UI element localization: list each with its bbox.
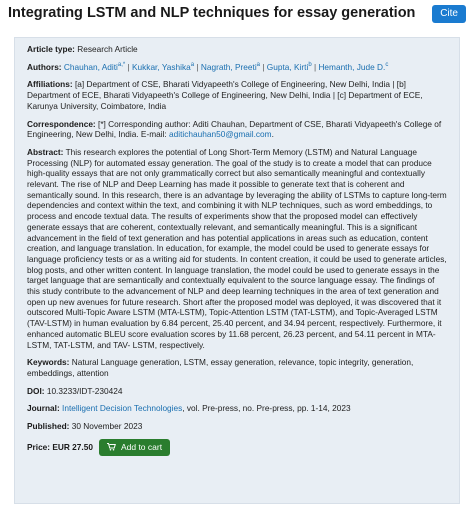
add-to-cart-button[interactable] — [99, 439, 170, 456]
keywords-row — [27, 357, 447, 378]
journal-label: Journal: — [27, 403, 60, 414]
doi-row — [27, 386, 447, 397]
correspondence-label: Correspondence: — [27, 118, 96, 129]
authors-row — [27, 62, 447, 73]
affiliations-text: [a] Department of CSE, Bharati Vidyapeeth's College of Engineering, New Delhi, India | [b] Department of ECE, Bharati Vidyapeeth's College of Engineering, New Delhi, India | [c] Department of ECE, Karunya University, Coimbatore, India — [27, 79, 423, 111]
affiliations-row — [27, 79, 447, 111]
correspondence-row — [27, 119, 447, 140]
author-link[interactable]: Chauhan, Aditi$^{a,*}$ — [63, 61, 126, 72]
journal-row — [27, 403, 447, 414]
add-to-cart-label: Add to cart — [120, 441, 163, 452]
abstract-row — [27, 147, 447, 350]
author-separator: | — [127, 61, 130, 72]
doi-label: DOI: — [27, 385, 45, 396]
header — [0, 0, 474, 30]
price-label: Price: EUR 27.50 — [27, 441, 93, 452]
price-row — [27, 439, 447, 456]
author-link[interactable]: Kukkar, Yashika$^a$ — [132, 61, 195, 72]
abstract-label: Abstract: — [27, 146, 64, 157]
abstract-text: This research explores the potential of Long Short-Term Memory (LSTM) and Natural Language Processing (NLP) for automated essay generation. The goal of the study is to create a model that can produce high-quality essays that are not only grammatically correct but also semantically meaningful and contextually relevant. The rise of NLP and Deep Learning has made it possible to generate text that is coherent and semantically sound. In this research, there is an advantage by leveraging the ability of LSTMs to capture long-term dependencies and context within the text, and combining it with NLP techniques, such as word embeddings, to process and encode textual data. The results of experiments show that the proposed model can effectively generate essays that are coherent, contextually relevant, and semantically meaningful. This is a significant advancement in the field of text generation and has potential applications in areas such as education, content creation, and language translation. In education, for example, the model could be used to generate essays for language proficiency tests or as a writing aid for students. In content creation, it could be used to generate articles, blog posts, and other written content. In language translation, the model could be used to generate essays in the target language that are semantically and contextually equivalent to the source language essay. The findings of this study contribute to the advancement of NLP and deep learning techniques in the area of text generation and open up new avenues for future research. Short after the proposed model was deployed, it was discovered that it outscored Multi-Topic Aware LSTM (MTA-LSTM), Topic-Attention LSTM (TAT-LSTM), and Topic-Averaged LSTM (TAV-LSTM) in human evaluation by 6.84 percent, 25.40 percent, and 34.94 percent, respectively. Furthermore, it enhanced automatic BLEU score evaluation scores by 11.68 percent, 26.23 percent, and 54.11 percent in MTA-LSTM, TAT-LSTM, and TAV- LSTM, respectively. — [27, 146, 447, 350]
email-link[interactable]: aditichauhan50@gmail.com — [169, 129, 272, 140]
correspondence-text: [*] Corresponding author: Aditi Chauhan, Department of CSE, Bharati Vidyapeeth's College of Engineering, New Delhi, India. E-mail: — [27, 118, 442, 140]
published-label: Published: — [27, 421, 70, 432]
article-type-label: Article type: — [27, 44, 75, 54]
doi-value: 10.3233/IDT-230424 — [46, 385, 123, 396]
published-row — [27, 421, 447, 432]
affiliations-label: Affiliations: — [27, 79, 73, 90]
authors-label: Authors: — [27, 61, 62, 72]
author-link[interactable]: Hemanth, Jude D.$^c$ — [318, 61, 389, 72]
author-separator: | — [313, 61, 317, 72]
published-value: 30 November 2023 — [71, 421, 143, 432]
author-separator: | — [262, 61, 265, 72]
article-info-panel — [14, 37, 460, 504]
correspondence-end: . — [271, 129, 274, 140]
keywords-label: Keywords: — [27, 357, 70, 368]
cite-button[interactable]: Cite — [432, 5, 466, 23]
cart-icon — [107, 443, 116, 451]
journal-details: , vol. Pre-press, no. Pre-press, pp. 1-14, 2023 — [182, 403, 351, 414]
author-link[interactable]: Gupta, Kirti$^b$ — [266, 61, 312, 72]
article-title: Integrating LSTM and NLP techniques for essay generation — [8, 5, 416, 21]
article-type-row — [27, 44, 447, 55]
journal-link[interactable]: Intelligent Decision Technologies — [62, 403, 183, 414]
keywords-text: Natural Language generation, LSTM, essay generation, relevance, topic integrity, generation, embeddings, attention — [27, 357, 414, 378]
article-type-value: Research Article — [77, 44, 138, 54]
author-separator: | — [196, 61, 199, 72]
author-link[interactable]: Nagrath, Preeti$^a$ — [200, 61, 261, 72]
